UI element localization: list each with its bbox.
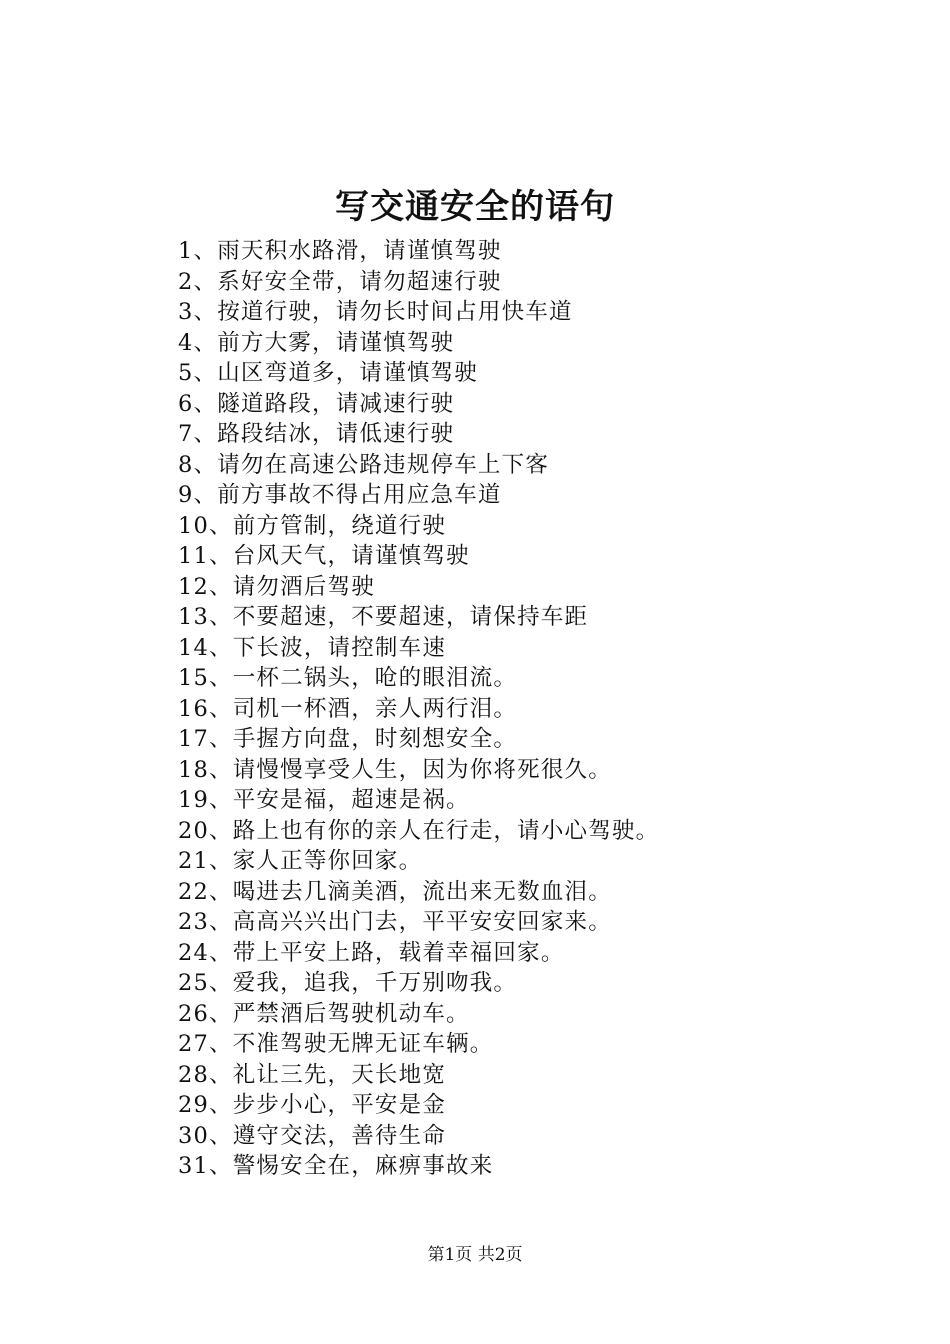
list-item: 16、司机一杯酒，亲人两行泪。 (178, 695, 518, 722)
list-item: 10、前方管制，绕道行驶 (178, 512, 447, 539)
list-item: 12、请勿酒后驾驶 (178, 573, 375, 600)
list-item: 26、严禁酒后驾驶机动车。 (178, 1000, 470, 1027)
list-item: 30、遵守交法，善待生命 (178, 1122, 447, 1149)
list-item: 28、礼让三先，天长地宽 (178, 1061, 447, 1088)
list-item: 22、喝进去几滴美酒，流出来无数血泪。 (178, 878, 612, 905)
list-item: 15、一杯二锅头，呛的眼泪流。 (178, 665, 518, 691)
list-item: 8、请勿在高速公路违规停车上下客 (178, 451, 550, 478)
document-title: 写交通安全的语句 (335, 187, 615, 227)
list-item: 27、不准驾驶无牌无证车辆。 (178, 1031, 494, 1057)
list-item: 1、雨天积水路滑，请谨慎驾驶 (178, 238, 502, 264)
list-item: 3、按道行驶，请勿长时间占用快车道 (178, 299, 573, 325)
list-item: 4、前方大雾，请谨慎驾驶 (178, 329, 455, 356)
list-item: 23、高高兴兴出门去，平平安安回家来。 (178, 909, 612, 935)
list-item: 6、隧道路段，请减速行驶 (178, 390, 455, 417)
list-item: 18、请慢慢享受人生，因为你将死很久。 (178, 756, 612, 783)
list-item: 19、平安是福，超速是祸。 (178, 787, 470, 813)
list-item: 29、步步小心，平安是金 (178, 1092, 447, 1118)
list-item: 13、不要超速，不要超速，请保持车距 (178, 604, 589, 630)
list-item: 2、系好安全带，请勿超速行驶 (178, 268, 502, 295)
list-item: 24、带上平安上路，载着幸福回家。 (178, 939, 565, 966)
list-item: 9、前方事故不得占用应急车道 (178, 482, 502, 508)
list-item: 7、路段结冰，请低速行驶 (178, 421, 455, 447)
page-footer: 第1页 共2页 (427, 1245, 523, 1265)
list-item: 25、爱我，追我，千万别吻我。 (178, 970, 518, 996)
list-item: 14、下长波，请控制车速 (178, 634, 447, 661)
list-item: 21、家人正等你回家。 (178, 848, 423, 874)
list-item: 5、山区弯道多，请谨慎驾驶 (178, 360, 478, 386)
list-item: 17、手握方向盘，时刻想安全。 (178, 726, 518, 752)
list-item: 31、警惕安全在，麻痹事故来 (178, 1153, 494, 1179)
list-item: 20、路上也有你的亲人在行走，请小心驾驶。 (178, 817, 660, 844)
slogan-list (178, 236, 659, 1182)
list-item: 11、台风天气，请谨慎驾驶 (178, 543, 470, 569)
